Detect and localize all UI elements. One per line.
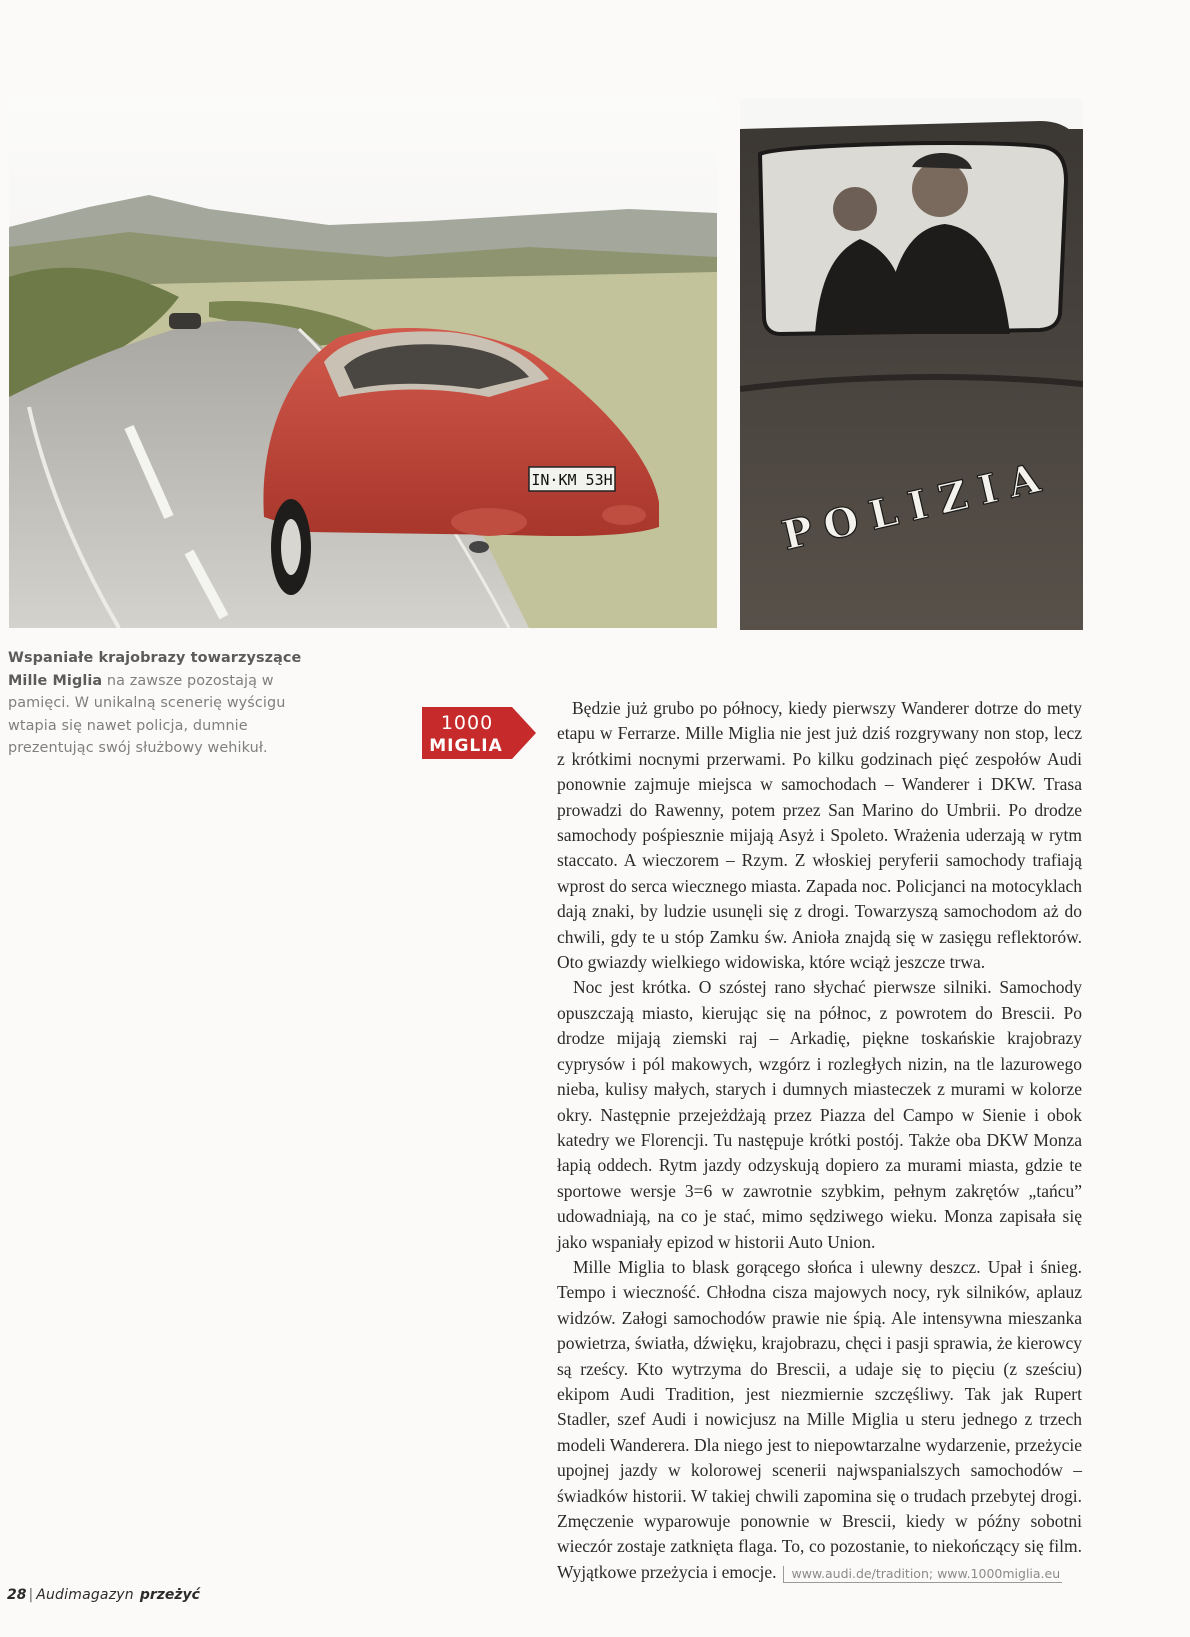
caption-bold: Wspaniałe krajobrazy towarzyszące Mille Miglia [8, 650, 302, 689]
magazine-name: Audimagazyn [36, 1587, 134, 1603]
polizia-lettering: POLIZIA [777, 452, 1057, 560]
police-photo [740, 99, 1083, 630]
article-paragraph-2: Noc jest krótka. O szóstej rano słychać pierwsze silniki. Samochody opuszczają miasto, kierując się na północ, z powrotem do Brescii. Po drodze mijają ziemski raj – Arkadię, piękne toskańskie krajobrazy cyprysów i pól makowych, wzgórz i rozległych nizin, na tle lazurowego nieba, kulisy małych, starych i dumnych miasteczek z murami w kolorze okry. Następnie przejeżdżają przez Piazza del Campo w Sienie i obok katedry we Florencji. Tu następuje krótki postój. Także oba DKW Monza łapią oddech. Rytm jazdy odzyskują dopiero za murami miasta, gdzie te sportowe wersje 3=6 w zawrotnie szybkim, pełnym zakrętów „tańcu” udowadniają, na co je stać, mimo sędziwego wieku. Monza zapisała się jako wspaniały epizod w historii Auto Union. [557, 977, 1082, 1252]
article-paragraph-3 [557, 1255, 1082, 1586]
logo-line2: MIGLIA [429, 736, 503, 756]
photo-caption [8, 647, 328, 760]
logo-line1: 1000 [440, 712, 494, 734]
page-number: 28 [7, 1587, 27, 1603]
article-body [557, 696, 1082, 1586]
page-footer [7, 1587, 200, 1603]
section-name: przeżyć [139, 1587, 200, 1603]
car-photo [9, 97, 717, 628]
license-plate: IN·KM 53H [531, 471, 613, 489]
article-paragraph-3-text: Mille Miglia to blask gorącego słońca i ulewny deszcz. Upał i śnieg. Tempo i wieczność. Chłodna cisza majowych nocy, ryk silników, aplauz widzów. Załogi samochodów prawie nie śpią. Ale intensywna mieszanka powietrza, światła, dźwięku, krajobrazu, chęci i pasji sprawia, że kierowcy są rześcy. Kto wytrzyma do Brescii, a udaje się to pięciu (z sześciu) ekipom Audi Tradition, jest niezmiernie szczęśliwy. Tak jak Rupert Stadler, szef Audi i nowicjusz na Mille Miglia u steru jednego z trzech modeli Wanderera. Dla niego jest to niepowtarzalne wydarzenie, przeżycie upojnej jazdy w kolorowej scenerii najwspanialszych samochodów – świadków historii. W takiej chwili zapomina się o trudach przebytej drogi. Zmęczenie wyparowuje ponownie w Brescii, kiedy w późny sobotni wieczór zostaje zatknięta flaga. To, co pozostanie, to niekończący się film. Wyjątkowe przeżycia i emocje. [557, 1256, 1082, 1582]
caption-text: na zawsze pozostają w pamięci. W unikalną scenerię wyścigu wtapia się nawet policja, dumnie prezentując swój służbowy wehikuł. [8, 672, 286, 756]
mille-miglia-logo [422, 707, 536, 759]
article-paragraph-1: Będzie już grubo po północy, kiedy pierwszy Wanderer dotrze do mety etapu w Ferrarze. Mille Miglia nie jest już dziś rozgrywany non stop, lecz z krótkimi nocnymi przerwami. Po kilku godzinach pięć zespołów Audi ponownie zajmuje miejsca w samochodach – Wanderer i DKW. Trasa prowadzi do Rawenny, potem przez San Marino do Umbrii. Po drodze samochody pośpiesznie mijają Asyż i Spoleto. Wrażenia uderzają w rytm staccato. A wieczorem – Rzym. Z włoskiej peryferii samochody trafiają wprost do serca wiecznego miasta. Zapada noc. Policjanci na motocyklach dają znaki, by ludzie usunęli się z drogi. Towarzyszą samochodom aż do chwili, gdy te u stóp Zamku św. Anioła znajdą się w zasięgu reflektorów. Oto gwiazdy wielkiego widowiska, które wciąż jeszcze trwa. [557, 698, 1082, 973]
url-note: www.audi.de/tradition; www.1000miglia.eu [783, 1566, 1063, 1583]
footer-separator: | [28, 1587, 34, 1603]
